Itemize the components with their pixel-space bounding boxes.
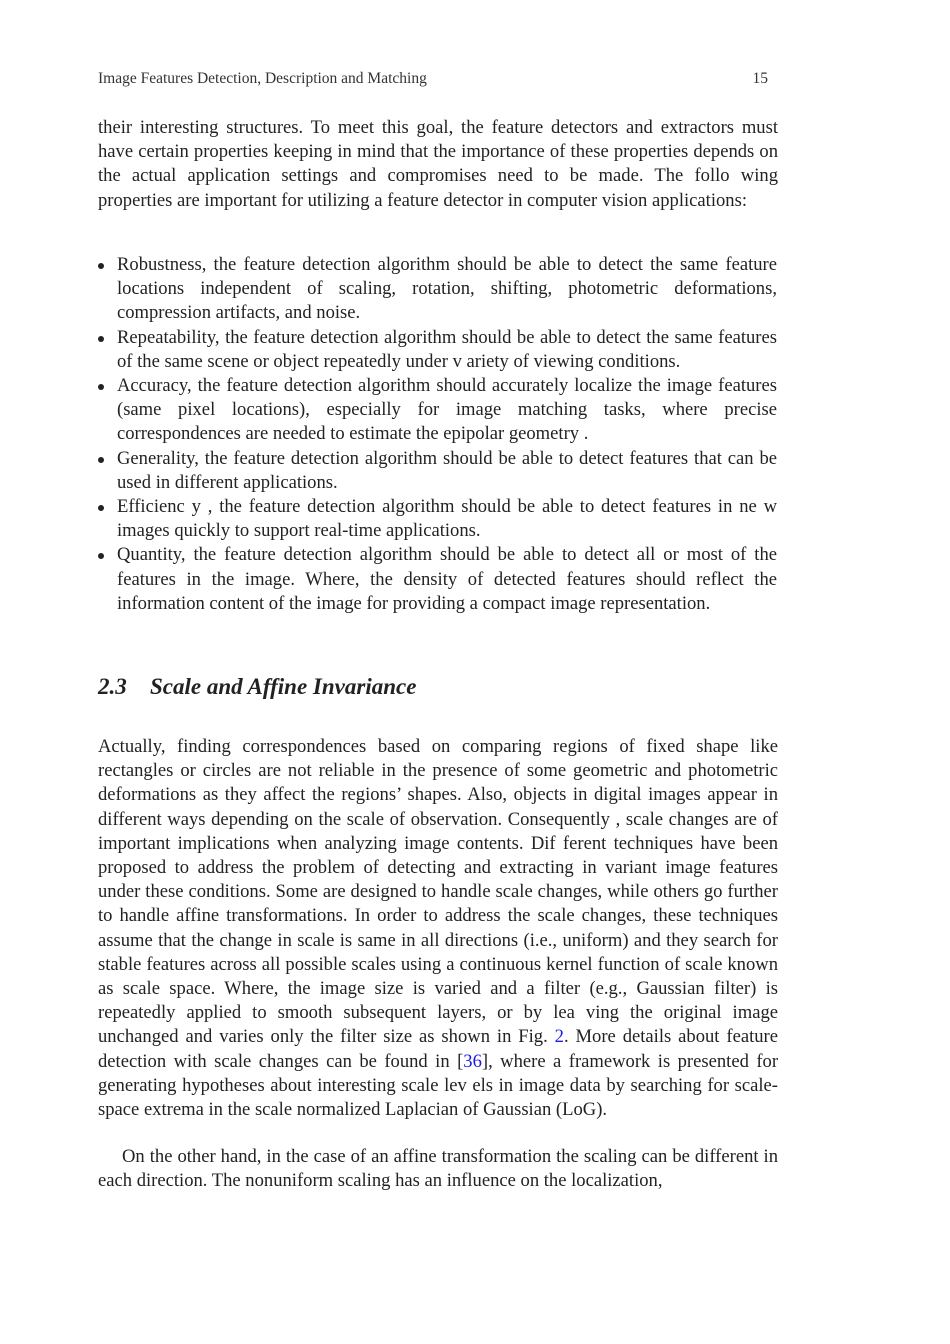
section-heading: [98, 674, 416, 700]
bullet-icon: [98, 553, 104, 559]
section-title: Scale and Affine Invariance: [150, 674, 417, 699]
list-item: Robustness, the feature detection algorithm should be able to detect the same feature locations independent of scaling, rotation, shifting, photometric deformations, compression artifacts, and noise.: [98, 253, 777, 326]
list-item: Repeatability, the feature detection algorithm should be able to detect the same features of the same scene or object repeatedly under v ariety of viewing conditions.: [98, 326, 777, 374]
list-item: Generality, the feature detection algorithm should be able to detect features that can be used in different applications.: [98, 447, 777, 495]
page-number: 15: [752, 70, 768, 87]
final-paragraph: On the other hand, in the case of an affine transformation the scaling can be different in each direction. The nonuniform scaling has an influence on the localization,: [98, 1146, 778, 1192]
list-item: Quantity, the feature detection algorithm should be able to detect all or most of the features in the image. Where, the density of detected features should reflect the information content of the image for providing a compact image representation.: [98, 543, 777, 616]
bullet-icon: [98, 505, 104, 511]
list-item: Efficienc y , the feature detection algorithm should be able to detect features in ne w images quickly to support real-time applications.: [98, 495, 777, 543]
figure-reference-link[interactable]: 2: [554, 1026, 564, 1048]
bullet-icon: [98, 263, 104, 269]
running-title: Image Features Detection, Description and Matching: [98, 70, 427, 87]
list-item: Accuracy, the feature detection algorithm should accurately localize the image features (same pixel locations), especially for image matching tasks, where precise correspondences are needed to estimate the epipolar geometry .: [98, 374, 777, 447]
citation-link[interactable]: 36: [463, 1050, 482, 1072]
running-header: [98, 70, 768, 88]
bullet-icon: [98, 384, 104, 390]
intro-paragraph: their interesting structures. To meet this goal, the feature detectors and extractors must have certain properties keeping in mind that the importance of these properties depends on the actual application settings and compromises need to be made. The follo wing properties are important for utilizing a feature detector in computer vision applications:: [98, 117, 778, 211]
section-number: 2.3: [98, 674, 127, 699]
bullet-icon: [98, 336, 104, 342]
section-paragraph: Actually, finding correspondences based on comparing regions of fixed shape like rectangles or circles are not reliable in the presence of some geometric and photometric deformations as they affect the regions’ shapes. Also, objects in digital images appear in different ways depending on the scale of observation. Consequently , scale changes are of important implications when analyzing image contents. Dif ferent techniques have been proposed to address the problem of detecting and extracting in variant image features under these conditions. Some are designed to handle scale changes, while others go further to handle affine transformations. In order to address the scale changes, these techniques assume that the change in scale is same in all directions (i.e., uniform) and they search for stable features across all possible scales using a continuous kernel function of scale known as scale space. Where, the image size is varied and a filter (e.g., Gaussian filter) is repeatedly applied to smooth subsequent layers, or by lea ving the original image unchanged and varies only the filter size as shown in Fig. 2. More details about feature detection with scale changes can be found in [36], where a framework is presented for generating hypotheses about interesting scale lev els in image data by searching for scale-space extrema in the scale normalized Laplacian of Gaussian (LoG).: [98, 736, 779, 1121]
properties-list: [98, 253, 798, 616]
bullet-icon: [98, 457, 104, 463]
